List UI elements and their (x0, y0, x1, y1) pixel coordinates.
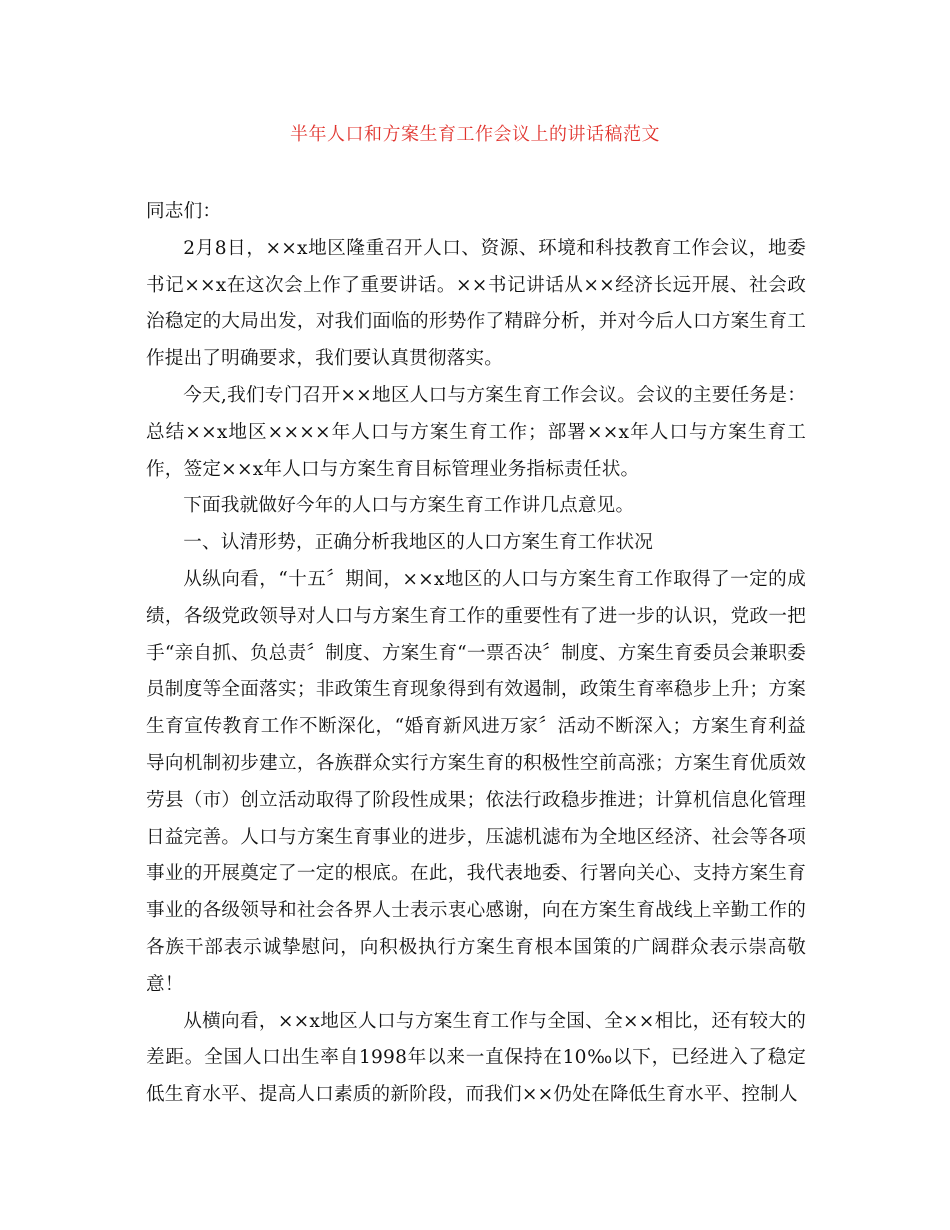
document-body (146, 194, 806, 1114)
section-heading-1: 一、认清形势，正确分析我地区的人口方案生育工作状况 (183, 532, 654, 554)
paragraph-1: 2月8日，××x地区隆重召开人口、资源、环境和科技教育工作会议，地委书记××x在这次会上作了重要讲话。××书记讲话从××经济长远开展、社会政治稳定的大局出发，对我们面临的形势作了精辟分析，并对今后人口方案生育工作提出了明确要求，我们要认真贯彻落实。 (146, 237, 806, 370)
paragraph-4: 从纵向看，“十五〞期间，××x地区的人口与方案生育工作取得了一定的成绩，各级党政领导对人口与方案生育工作的重要性有了进一步的认识，党政一把手“亲自抓、负总责〞制度、方案生育“一票否决〞制度、方案生育委员会兼职委员制度等全面落实；非政策生育现象得到有效遏制，政策生育率稳步上升；方案生育宣传教育工作不断深化，“婚育新风进万家〞活动不断深入；方案生育利益导向机制初步建立，各族群众实行方案生育的积极性空前高涨；方案生育优质效劳县（市）创立活动取得了阶段性成果；依法行政稳步推进；计算机信息化管理日益完善。人口与方案生育事业的进步，压滤机滤布为全地区经济、社会等各项事业的开展奠定了一定的根底。在此，我代表地委、行署向关心、支持方案生育事业的各级领导和社会各界人士表示衷心感谢，向在方案生育战线上辛勤工作的各族干部表示诚挚慰问，向积极执行方案生育根本国策的广阔群众表示崇高敬意！ (146, 568, 806, 995)
document-title: 半年人口和方案生育工作会议上的讲话稿范文 (290, 124, 660, 145)
paragraph-3: 下面我就做好今年的人口与方案生育工作讲几点意见。 (183, 495, 635, 517)
paragraph-2: 今天,我们专门召开××地区人口与方案生育工作会议。会议的主要任务是：总结××x地区××××年人口与方案生育工作；部署××x年人口与方案生育工作，签定××x年人口与方案生育目标管理业务指标责任状。 (146, 384, 806, 480)
salutation: 同志们： (146, 201, 222, 222)
paragraph-5: 从横向看，××x地区人口与方案生育工作与全国、全××相比，还有较大的差距。全国人口出生率自1998年以来一直保持在10‰以下，已经进入了稳定低生育水平、提高人口素质的新阶段，而我们××仍处在降低生育水平、控制人 (146, 1010, 806, 1106)
